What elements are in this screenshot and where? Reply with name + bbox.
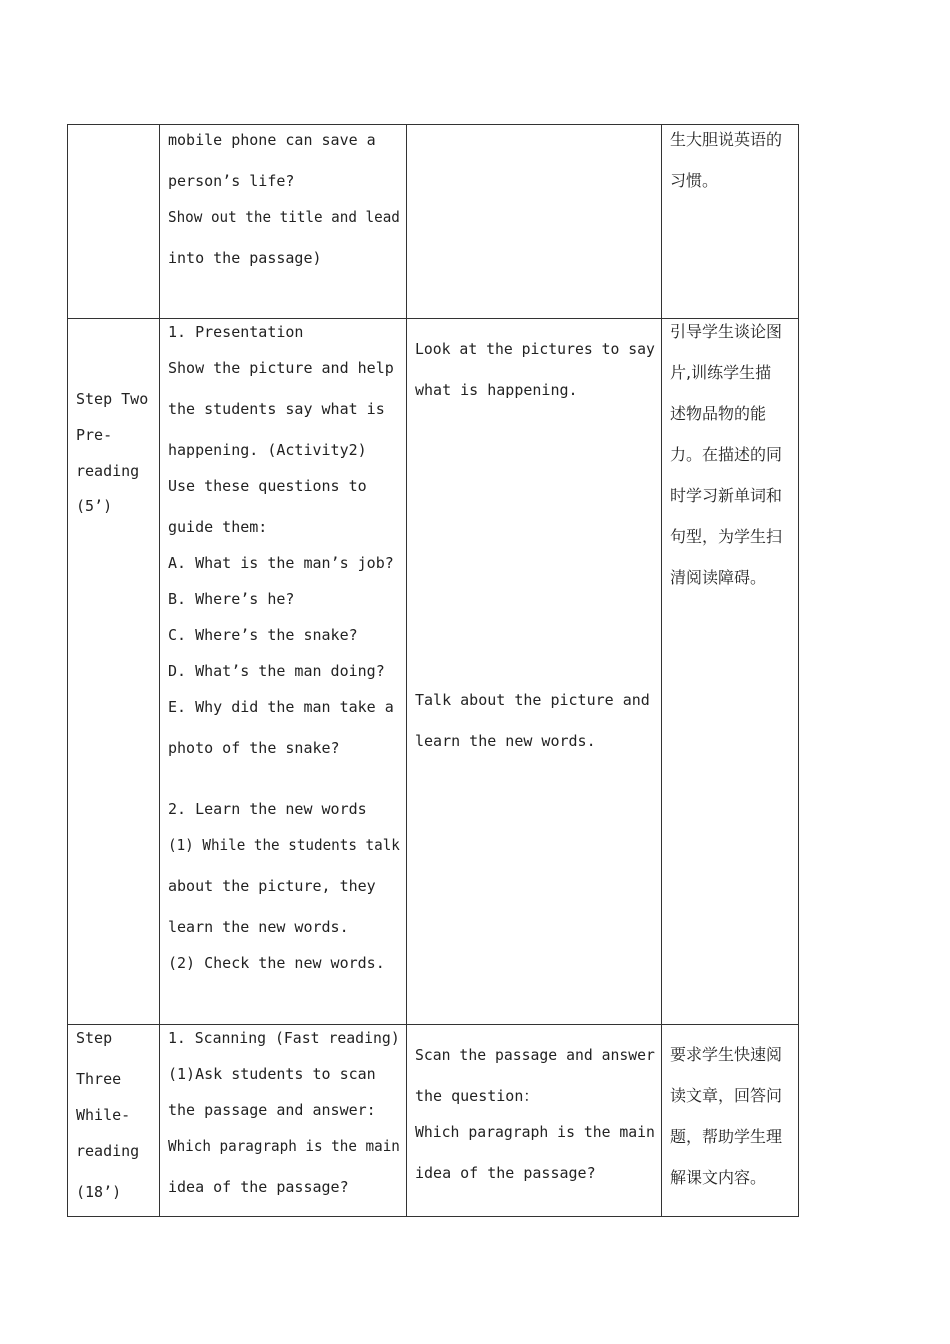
lesson-plan-table bbox=[67, 124, 799, 1217]
teacher-activity-cell bbox=[160, 1025, 407, 1217]
student-activity-cell bbox=[407, 125, 662, 319]
text-line: Step Two bbox=[76, 390, 149, 408]
text-line: reading bbox=[76, 1142, 140, 1160]
text-line: 题，帮助学生理 bbox=[670, 1127, 783, 1146]
text-line: A. What is the man’s job? bbox=[168, 554, 394, 572]
text-line: (1) While the students talk bbox=[168, 836, 400, 854]
step-cell bbox=[68, 319, 160, 1025]
text-line: what is happening. bbox=[415, 381, 578, 399]
text-line: Which paragraph is the main bbox=[168, 1137, 400, 1155]
teacher-activity-cell bbox=[160, 319, 407, 1025]
text-line: 引导学生谈论图 bbox=[670, 322, 783, 341]
text-line: Talk about the picture and bbox=[415, 691, 650, 709]
text-line: guide them: bbox=[168, 518, 268, 536]
text-line: 片,训练学生描 bbox=[670, 363, 772, 382]
text-line: person’s life? bbox=[168, 172, 295, 190]
text-line: (1)Ask students to scan bbox=[168, 1065, 376, 1083]
text-line: (5’) bbox=[76, 497, 113, 515]
text-line: reading bbox=[76, 462, 140, 480]
text-line: B. Where’s he? bbox=[168, 590, 295, 608]
text-line: the passage and answer: bbox=[168, 1101, 376, 1119]
text-line: Pre- bbox=[76, 426, 113, 444]
text-line: learn the new words. bbox=[415, 732, 596, 750]
text-line: mobile phone can save a bbox=[168, 131, 376, 149]
text-line: Scan the passage and answer bbox=[415, 1046, 655, 1064]
step-cell bbox=[68, 125, 160, 319]
text-line: 1. Presentation bbox=[168, 323, 304, 341]
table-row bbox=[68, 125, 799, 319]
text-line: (2) Check the new words. bbox=[168, 954, 385, 972]
table-row bbox=[68, 319, 799, 1025]
text-line: (18’) bbox=[76, 1183, 122, 1201]
text-line: learn the new words. bbox=[168, 918, 349, 936]
text-line: Which paragraph is the main bbox=[415, 1123, 655, 1141]
text-line: While- bbox=[76, 1106, 131, 1124]
text-line: into the passage) bbox=[168, 249, 322, 267]
purpose-cell bbox=[662, 1025, 799, 1217]
text-line: 习惯。 bbox=[670, 171, 719, 190]
text-line: the students say what is bbox=[168, 400, 385, 418]
text-line: 清阅读障碍。 bbox=[670, 568, 767, 587]
text-line: Look at the pictures to say bbox=[415, 340, 655, 358]
purpose-cell bbox=[662, 125, 799, 319]
text-line: Three bbox=[76, 1070, 122, 1088]
text-line: photo of the snake? bbox=[168, 739, 340, 757]
text-line: 1. Scanning (Fast reading) bbox=[168, 1029, 400, 1047]
text-line: E. Why did the man take a bbox=[168, 698, 394, 716]
text-line: 2. Learn the new words bbox=[168, 800, 367, 818]
teacher-activity-cell bbox=[160, 125, 407, 319]
text-line: happening. (Activity2) bbox=[168, 441, 367, 459]
text-line: 解课文内容。 bbox=[670, 1168, 767, 1187]
text-line: about the picture, they bbox=[168, 877, 376, 895]
text-line: Show out the title and lead bbox=[168, 208, 400, 226]
student-activity-cell bbox=[407, 319, 662, 1025]
table-row bbox=[68, 1025, 799, 1217]
text-line: idea of the passage? bbox=[415, 1164, 596, 1182]
text-line: idea of the passage? bbox=[168, 1178, 349, 1196]
text-line: 要求学生快速阅 bbox=[670, 1045, 783, 1064]
text-line: 句型，为学生扫 bbox=[670, 527, 783, 546]
text-line: the question： bbox=[415, 1087, 539, 1105]
text-line: Step bbox=[76, 1029, 113, 1047]
text-line: 力。在描述的同 bbox=[670, 445, 783, 464]
text-line: D. What’s the man doing? bbox=[168, 662, 385, 680]
student-activity-cell bbox=[407, 1025, 662, 1217]
text-line: 生大胆说英语的 bbox=[670, 130, 783, 149]
text-line: 时学习新单词和 bbox=[670, 486, 783, 505]
step-cell bbox=[68, 1025, 160, 1217]
text-line: 读文章，回答问 bbox=[670, 1086, 783, 1105]
text-line: Show the picture and help bbox=[168, 359, 394, 377]
purpose-cell bbox=[662, 319, 799, 1025]
text-line: Use these questions to bbox=[168, 477, 367, 495]
text-line: 述物品物的能 bbox=[670, 404, 767, 423]
text-line: C. Where’s the snake? bbox=[168, 626, 358, 644]
